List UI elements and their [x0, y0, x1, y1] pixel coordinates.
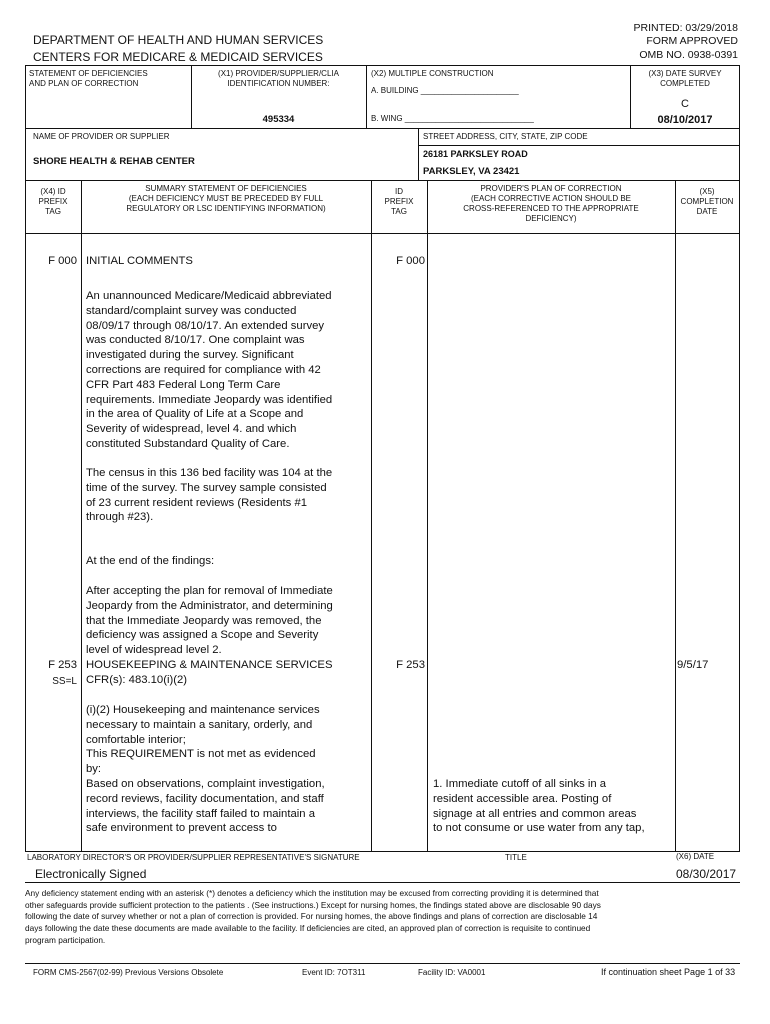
col-header-x5: (X5) COMPLETION DATE	[680, 187, 734, 216]
x1-value: 495334	[262, 114, 295, 125]
street-address: 26181 PARKSLEY ROAD	[423, 149, 528, 159]
tag-f000: F 000	[48, 255, 77, 267]
frame-right-border	[739, 65, 740, 851]
row-divider-2	[25, 180, 740, 181]
tag-f253: F 253	[48, 659, 77, 671]
event-id: Event ID: 7OT311	[302, 968, 366, 977]
title-label: TITLE	[505, 853, 527, 862]
completion-date: 9/5/17	[677, 659, 709, 671]
header-bottom-border	[25, 233, 740, 234]
row-divider-1	[25, 128, 740, 129]
form-approved: FORM APPROVED	[646, 35, 738, 47]
x6-date-label: (X6) DATE	[676, 852, 715, 861]
paragraph-jeopardy: After accepting the plan for removal of Immediate Jeopardy from the Administrator, and determining that the Immediate Jeopardy was removed, the deficiency was assigned a Scope and Severity level of widespread level 2.	[86, 585, 333, 657]
centers-title: CENTERS FOR MEDICARE & MEDICAID SERVICES	[33, 50, 323, 64]
building-line: A. BUILDING ______________________	[371, 86, 519, 95]
col-header-x4: (X4) ID PREFIX TAG	[38, 187, 68, 216]
col-divider-1	[81, 180, 82, 851]
col-header-summary: SUMMARY STATEMENT OF DEFICIENCIES (EACH DEFICIENCY MUST BE PRECEDED BY FULL REGULATORY OR LSC IDENTIFYING INFORMATION)	[126, 184, 326, 213]
paragraph-census: The census in this 136 bed facility was 104 at the time of the survey. The survey sample consisted of 23 current resident reviews (Residents #1 through #23).	[86, 467, 333, 524]
signature-value: Electronically Signed	[35, 867, 147, 881]
scope-severity: SS=L	[52, 676, 77, 687]
statement-label: STATEMENT OF DEFICIENCIES AND PLAN OF CORRECTION	[29, 69, 148, 88]
col-divider-4	[675, 180, 676, 851]
x3-label: (X3) DATE SURVEY COMPLETED	[648, 69, 722, 88]
department-title: DEPARTMENT OF HEALTH AND HUMAN SERVICES	[33, 33, 324, 47]
printed-date: PRINTED: 03/29/2018	[633, 22, 738, 34]
page-number: If continuation sheet Page 1 of 33	[601, 967, 736, 977]
divider-x2	[366, 65, 367, 128]
col-header-plan: PROVIDER'S PLAN OF CORRECTION (EACH CORRECTIVE ACTION SHOULD BE CROSS-REFERENCED TO THE APPROPRIATE DEFICIENCY)	[463, 184, 639, 223]
disclaimer: Any deficiency statement ending with an asterisk (*) denotes a deficiency which the institution may be excused from correcting providing it is determined that other safeguards provide sufficient protection to the patients . (See instructions.) Except for nursing homes, the findings stated above are disclosable 90 days following the date of survey whether or not a plan of correction is provided. For nursing homes, the above findings and plans of correction are disclosable 14 days following the date these documents are made available to the facility. If deficiencies are cited, an approved plan of correction is requisite to continued program participation.	[25, 888, 601, 945]
signature-bottom-border	[25, 882, 740, 883]
x3-code: C	[681, 98, 689, 110]
provider-name: SHORE HEALTH & REHAB CENTER	[33, 156, 195, 167]
form-number: FORM CMS-2567(02-99) Previous Versions Obsolete	[33, 968, 224, 977]
plan-of-correction-text: 1. Immediate cutoff of all sinks in a resident accessible area. Posting of signage at all entries and common areas to not consume or use water from any tap,	[433, 778, 645, 835]
provider-label: NAME OF PROVIDER OR SUPPLIER	[33, 132, 170, 141]
frame-left-border	[25, 65, 26, 851]
x2-label: (X2) MULTIPLE CONSTRUCTION	[371, 69, 494, 78]
id-f253: F 253	[396, 659, 425, 671]
housekeeping-title: HOUSEKEEPING & MAINTENANCE SERVICES CFR(s): 483.10(i)(2)	[86, 659, 333, 686]
paragraph-findings: At the end of the findings:	[86, 555, 215, 567]
omb-number: OMB NO. 0938-0391	[639, 49, 738, 61]
facility-id: Facility ID: VA0001	[418, 968, 486, 977]
x3-date: 08/10/2017	[657, 114, 713, 126]
wing-line: B. WING _____________________________	[371, 114, 534, 123]
initial-comments-title: INITIAL COMMENTS	[86, 255, 193, 267]
col-divider-2	[371, 180, 372, 851]
box-top-border	[25, 65, 740, 66]
col-divider-3	[427, 180, 428, 851]
divider-address	[418, 128, 419, 180]
signature-date: 08/30/2017	[676, 867, 737, 881]
id-f000: F 000	[396, 255, 425, 267]
paragraph-survey: An unannounced Medicare/Medicaid abbreviated standard/complaint survey was conducted 08/09/17 through 08/10/17. An extended survey was conducted 8/10/17. One complaint was investigated during the survey. Significant corrections are required for compliance with 42 CFR Part 483 Federal Long Term Care requirements. Immediate Jeopardy was identified in the area of Quality of Life at a Scope and Severity of widespread, level 4. and which constituted Substandard Quality of Care.	[86, 290, 333, 450]
address-label: STREET ADDRESS, CITY, STATE, ZIP CODE	[423, 132, 588, 141]
col-header-id: ID PREFIX TAG	[384, 187, 414, 216]
city-state-zip: PARKSLEY, VA 23421	[423, 166, 520, 177]
paragraph-requirement: (i)(2) Housekeeping and maintenance services necessary to maintain a sanitary, orderly, and comfortable interior; This REQUIREMENT is not met as evidenced by: Based on observations, complaint investigation, record reviews, facility documentation, and staff interviews, the facility staff failed to maintain a safe environment to prevent access to	[86, 704, 325, 835]
signature-top-border	[25, 851, 740, 852]
x1-label: (X1) PROVIDER/SUPPLIER/CLIA IDENTIFICATION NUMBER:	[218, 69, 339, 88]
footer-top-border	[25, 963, 740, 964]
address-divider	[418, 145, 739, 146]
signature-label: LABORATORY DIRECTOR'S OR PROVIDER/SUPPLIER REPRESENTATIVE'S SIGNATURE	[27, 853, 360, 862]
